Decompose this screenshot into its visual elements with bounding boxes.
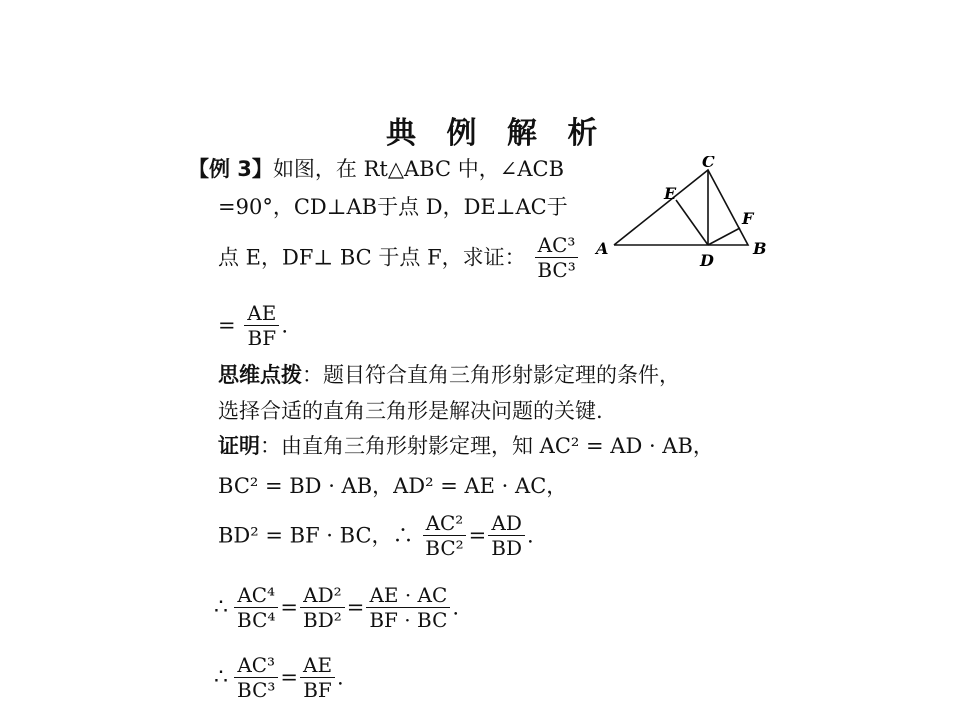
equals-sign: = [280,665,298,690]
fraction-denominator: BC⁴ [237,608,276,632]
therefore-symbol: ∴ [214,664,228,690]
label-e: E [664,184,677,203]
label-a: A [596,239,609,258]
proof-text-1: ：由直角三角形射影定理，知 AC² = AD · AB， [260,434,714,458]
fraction-numerator: AC³ [234,654,278,678]
proof-line-5 [214,654,344,701]
hint-label: 思维点拨 [218,363,302,387]
hint-text-1: ：题目符合直角三角形射影定理的条件， [302,363,680,387]
proof-fraction [234,654,278,701]
example-line-4 [218,302,288,349]
triangle-figure [590,156,780,268]
proof-fraction [488,512,525,559]
period: . [281,313,289,338]
proof-line-4 [214,584,459,631]
proof-fraction [300,654,335,701]
page-title: 典 例 解 析 [386,116,608,151]
fraction-numerator: AE · AC [366,584,450,608]
equals-sign: = [280,595,298,620]
hint-line-1 [218,362,680,388]
example-tag: 【例 3】 [188,157,273,181]
fraction-denominator: BF [303,678,332,702]
fraction-denominator: BD [491,536,522,560]
fraction-numerator: AD² [300,584,345,608]
example-line-1 [188,156,564,182]
equals-sign: = [346,595,365,620]
label-f: F [742,209,754,228]
fraction-numerator: AC³ [535,234,579,258]
example-text-3: 点 E，DF⊥ BC 于点 F，求证： [218,245,526,270]
period: . [337,665,344,690]
segment-df [708,228,740,245]
fraction-numerator: AC⁴ [234,584,278,608]
label-b: B [753,239,767,258]
example-text-1: 如图，在 Rt△ABC 中，∠ACB [272,157,565,181]
proof-label: 证明 [218,434,260,458]
fraction-denominator: BF · BC [369,608,448,632]
fraction-numerator: AE [300,654,335,678]
therefore-symbol: ∴ [214,594,228,620]
fraction-numerator: AE [244,302,279,326]
fraction-denominator: BC³ [537,258,576,282]
fraction-numerator: AD [488,512,524,536]
hint-line-2: 选择合适的直角三角形是解决问题的关键. [218,399,603,423]
label-d: D [700,251,714,268]
example-fraction-2 [244,302,279,349]
fraction-denominator: BC³ [237,678,276,702]
label-c: C [702,156,715,171]
example-fraction-1 [534,234,578,281]
equals-sign: = [468,523,487,548]
proof-line-2: BC² = BD · AB，AD² = AE · AC， [218,474,568,498]
proof-line-1 [218,433,714,459]
fraction-numerator: AC² [423,512,467,536]
fraction-denominator: BC² [425,536,464,560]
proof-fraction [300,584,345,631]
fraction-denominator: BF [247,326,277,350]
proof-fraction [422,512,466,559]
proof-line-3 [218,512,534,559]
fraction-denominator: BD² [303,608,342,632]
example-line-2: =90°，CD⊥AB于点 D，DE⊥AC于 [218,195,568,219]
proof-fraction [366,584,450,631]
proof-fraction [234,584,278,631]
example-line-3 [218,234,581,281]
proof-text-3: BD² = BF · BC，∴ [218,523,414,548]
period: . [452,595,460,620]
equals-sign: = [218,313,236,338]
segment-de [676,200,708,245]
period: . [526,523,534,548]
